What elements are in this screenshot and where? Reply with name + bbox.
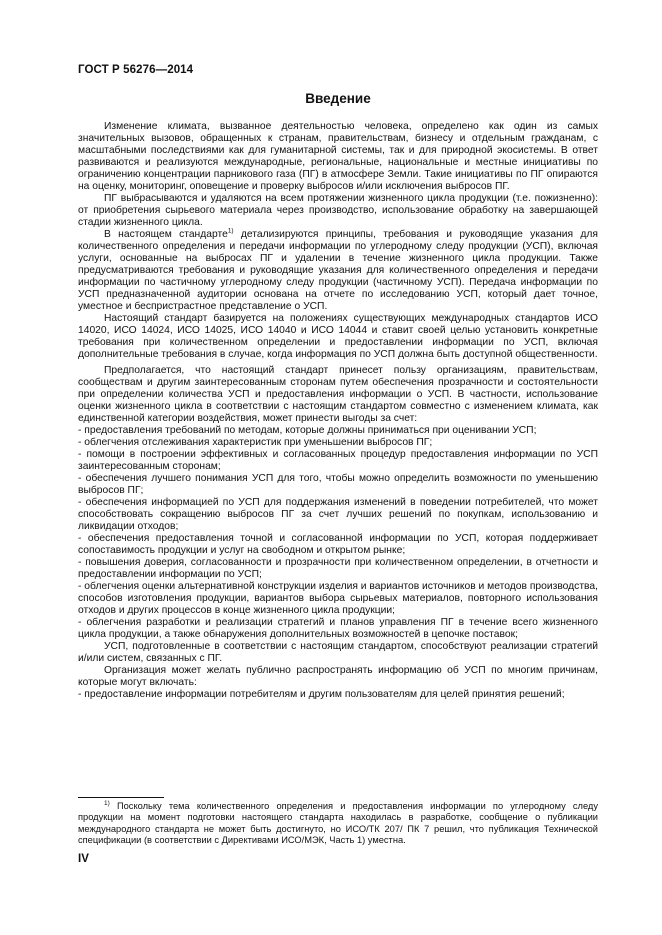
paragraph: Предполагается, что настоящий стандарт принесет пользу организациям, правительствам, сообществам и другим заинтересованным сторонам путем обеспечения прозрачности и состоятельности при определении количества УСП и предоставления информации о УСП. В частности, использование оценки жизненного цикла в соответствии с настоящим стандартом совместно с изменением климата, как единственной категории воздействия, может принести выгоды за счет: xyxy=(78,365,598,424)
list-item: - повышения доверия, согласованности и прозрачности при количественном определении, в отчетности и предоставлении информации по УСП; xyxy=(78,557,598,580)
list-item: - предоставление информации потребителям и другим пользователям для целей принятия решений; xyxy=(78,689,565,700)
list-item: - облегчения разработки и реализации стратегий и планов управления ПГ в течение всего жизненного цикла продукции, а также обнаружения дополнительных возможностей в цепочке поставок; xyxy=(78,617,598,640)
paragraph: Настоящий стандарт базируется на положениях существующих международных стандартов ИСО 14020, ИСО 14024, ИСО 14025, ИСО 14040 и ИСО 14044 и ставит своей целью установить конкретные требования при количественном определении и предоставлении информации по УСП, включая дополнительные требования в случае, когда информация по УСП должна быть доступной общественности. xyxy=(78,313,598,360)
list-item: - помощи в построении эффективных и согласованных процедур предоставления информации по УСП заинтересованным сторонам; xyxy=(78,449,598,472)
reasons-list xyxy=(78,689,598,701)
paragraph xyxy=(78,229,598,313)
footnote-separator xyxy=(78,797,164,798)
benefits-list xyxy=(78,425,598,641)
footnote-reference: 1) xyxy=(227,227,234,235)
paragraph-text: детализируются принципы, требования и руководящие указания для количественного определения и передачи информации по углеродному следу продукции (УСП), включая услуги, основанные на выбросах ПГ и удалении в течение жизненного цикла продукции. Также предусматриваются требования и руководящие указания для количественного определения и передачи информации по частичному углеродному следу продукции (частичному УСП). Передача информации по УСП предназначенной аудитории основана на отчете по исследованию УСП, который дает точное, уместное и беспристрастное представление о УСП. xyxy=(78,229,598,312)
paragraph: ПГ выбрасываются и удаляются на всем протяжении жизненного цикла продукции (т.е. пожизненно): от приобретения сырьевого материала через производство, использование обработку на завершающей стадии жизненного цикла. xyxy=(78,193,598,228)
footnote xyxy=(78,801,598,847)
list-item: - обеспечения лучшего понимания УСП для того, чтобы можно определить возможности по уменьшению выбросов ПГ; xyxy=(78,473,598,496)
document-body xyxy=(78,121,598,701)
list-item: - облегчения отслеживания характеристик при уменьшении выбросов ПГ; xyxy=(78,437,433,448)
footnote-text xyxy=(78,801,598,847)
paragraph-text: В настоящем стандарте xyxy=(104,229,228,240)
list-item: - облегчения оценки альтернативной конструкции изделия и вариантов источников и методов производства, способов изготовления продукции, вариантов выбора сырьевых материалов, повторного использования отходов и других процессов в конце жизненного цикла продукции; xyxy=(78,581,598,616)
standard-header: ГОСТ Р 56276—2014 xyxy=(78,64,194,76)
list-item: - предоставления требований по методам, которые должны приниматься при оценивании УСП; xyxy=(78,425,537,436)
section-title: Введение xyxy=(305,91,371,106)
footnote-marker: 1) xyxy=(104,799,110,807)
paragraph: УСП, подготовленные в соответствии с настоящим стандартом, способствуют реализации стратегий и/или систем, связанных с ПГ. xyxy=(78,641,598,664)
list-item: - обеспечения информацией по УСП для поддержания изменений в поведении потребителей, что может способствовать сокращению выбросов ПГ за счет лучших решений по покупкам, использованию и ликвидации отходов; xyxy=(78,497,598,532)
paragraph: Организация может желать публично распространять информацию об УСП по многим причинам, которые могут включать: xyxy=(78,665,598,688)
list-item: - обеспечения предоставления точной и согласованной информации по УСП, которая поддерживает сопоставимость продукции и услуг на свободном и открытом рынке; xyxy=(78,533,598,556)
page-number: IV xyxy=(78,853,89,865)
paragraph: Изменение климата, вызванное деятельностью человека, определено как один из самых значительных вызовов, обращенных к странам, правительствам, бизнесу и отдельным гражданам, с масштабными последствиями как для гуманитарной системы, так и для природной экосистемы. В ответ развиваются и реализуются международные, региональные, национальные и местные инициативы по ограничению концентрации парникового газа (ПГ) в атмосфере Земли. Такие инициативы по ПГ опираются на оценку, мониторинг, оповещение и проверку выбросов и/или исключения выбросов ПГ. xyxy=(78,121,598,192)
footnote-body: Поскольку тема количественного определения и предоставления информации по углеродному следу продукции на момент подготовки настоящего стандарта находилась в разработке, сообщение о публикации международного стандарта не может быть достигнуто, но ИСО/ТК 207/ ПК 7 решил, что публикация Технической спецификации (в соответствии с Директивами ИСО/МЭК, Часть 1) уместна. xyxy=(78,801,598,846)
